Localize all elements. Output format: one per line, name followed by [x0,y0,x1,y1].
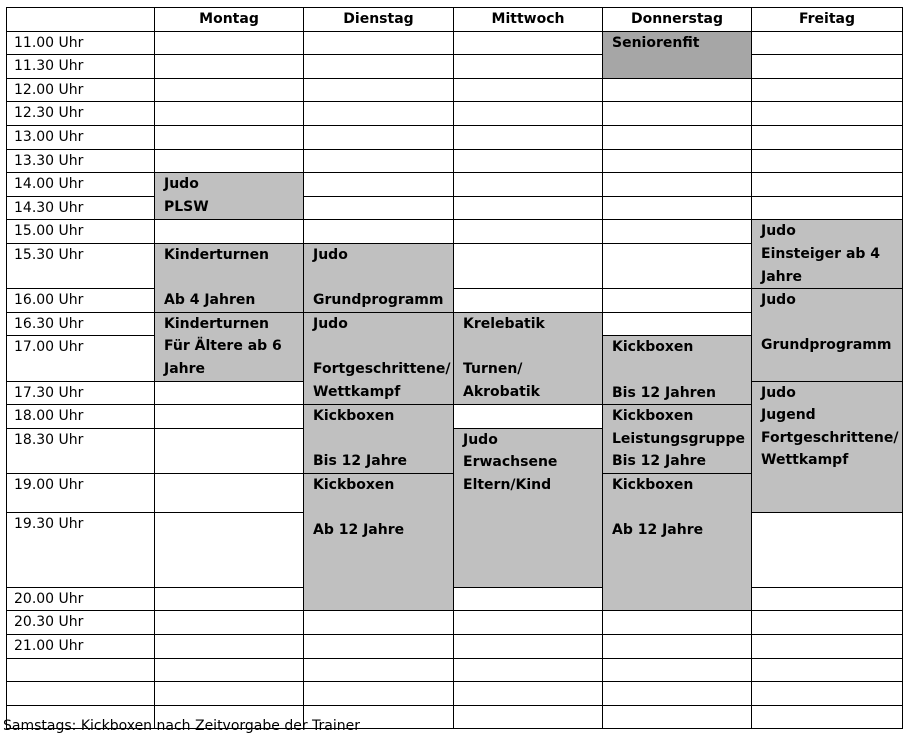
event-line: Jugend [761,407,816,424]
event-line [313,335,453,358]
empty-cell [7,682,155,706]
event-line: Seniorenfit [612,34,700,51]
time-label: 15.00 Uhr [7,220,155,244]
empty-cell [304,149,454,173]
time-label: 14.30 Uhr [7,196,155,220]
event-line: Eltern/Kind [463,476,552,493]
time-label: 12.30 Uhr [7,102,155,126]
event-line: Akrobatik [463,383,540,400]
event-line [612,359,751,382]
time-label: 20.00 Uhr [7,587,155,611]
empty-cell [603,102,752,126]
time-label: 21.00 Uhr [7,635,155,659]
time-row [7,125,903,149]
event-line: Judo [761,223,796,240]
event-line: Judo [463,431,498,448]
time-row [7,635,903,659]
time-label: 11.30 Uhr [7,55,155,79]
time-row [7,78,903,102]
event-line: Judo [313,315,348,332]
event-judo-grundprogramm-freitag [752,289,903,381]
event-line: Kinderturnen [164,315,270,332]
event-line: Kickboxen [313,476,395,493]
empty-cell [304,220,454,244]
empty-cell [454,635,603,659]
empty-cell [454,125,603,149]
event-kinderturnen-ab4 [155,243,304,312]
event-line: Grundprogramm [313,292,444,309]
empty-cell [454,243,603,288]
event-line: Leistungsgruppe [612,430,745,447]
event-line: Kickboxen [612,408,694,425]
time-label: 13.30 Uhr [7,149,155,173]
empty-cell [454,31,603,55]
event-kickboxen-leistungsgruppe [603,405,752,474]
empty-cell [752,149,903,173]
event-line: Judo [761,384,796,401]
empty-cell [304,611,454,635]
empty-cell [752,587,903,611]
empty-cell [155,635,304,659]
event-line [313,267,453,290]
empty-cell [155,658,304,682]
event-line: Für Ältere ab 6 Jahre [164,338,282,377]
event-judo-einsteiger [752,220,903,289]
event-line: Grundprogramm [761,337,892,354]
event-line: Erwachsene [463,454,558,471]
event-line: Einsteiger ab 4 Jahre [761,245,881,285]
event-line: Judo [761,292,796,309]
empty-cell [155,611,304,635]
event-line [313,496,453,519]
event-line [313,428,453,451]
day-header: Dienstag [304,8,454,32]
empty-cell [155,55,304,79]
event-kickboxen-ab12-dienstag [304,473,454,611]
empty-cell [752,31,903,55]
header-row [7,8,903,32]
empty-cell [752,125,903,149]
event-line: Fortgeschrittene/ [313,360,451,377]
empty-cell [752,173,903,197]
empty-cell [155,381,304,405]
empty-row [7,658,903,682]
empty-row [7,682,903,706]
empty-cell [603,149,752,173]
time-row [7,611,903,635]
time-label: 17.30 Uhr [7,381,155,405]
empty-cell [603,658,752,682]
event-judo-plsw [155,173,304,220]
empty-cell [454,196,603,220]
event-seniorenfit [603,31,752,78]
event-kinderturnen-ab6 [155,312,304,381]
empty-cell [603,243,752,288]
event-line: Judo [313,246,348,263]
time-label: 14.00 Uhr [7,173,155,197]
event-line: Ab 12 Jahre [612,522,704,539]
empty-cell [454,611,603,635]
event-line: Wettkampf [313,383,401,400]
time-row [7,55,903,79]
empty-cell [155,220,304,244]
event-line: Kinderturnen [164,246,270,263]
empty-cell [603,78,752,102]
event-line: PLSW [164,198,209,215]
empty-cell [752,55,903,79]
time-row [7,173,903,197]
time-label: 20.30 Uhr [7,611,155,635]
empty-cell [155,513,304,588]
weekly-schedule-table [6,7,903,729]
event-line: Judo [164,176,199,193]
event-line: Turnen/ [463,360,523,377]
empty-cell [454,220,603,244]
time-label: 18.00 Uhr [7,405,155,429]
empty-cell [603,611,752,635]
empty-cell [454,658,603,682]
time-row [7,149,903,173]
event-line: Kickboxen [313,408,395,425]
empty-cell [752,682,903,706]
event-line: Bis 12 Jahre [313,453,408,470]
day-header: Mittwoch [454,8,603,32]
time-label: 13.00 Uhr [7,125,155,149]
event-judo-erwachsene [454,428,603,587]
event-krelebatik [454,312,603,404]
empty-cell [752,196,903,220]
empty-cell [454,173,603,197]
empty-cell [603,125,752,149]
empty-cell [454,102,603,126]
event-line: Kickboxen [612,339,694,356]
empty-cell [454,682,603,706]
empty-cell [454,55,603,79]
time-row [7,196,903,220]
time-label: 12.00 Uhr [7,78,155,102]
event-line: Ab 4 Jahren [164,292,256,309]
time-label: 16.00 Uhr [7,289,155,313]
event-line [612,496,751,519]
empty-cell [155,31,304,55]
time-label: 17.00 Uhr [7,336,155,381]
empty-cell [454,405,603,429]
empty-cell [454,705,603,729]
time-row [7,102,903,126]
event-line [761,312,902,335]
event-line [463,335,602,358]
event-line [164,267,303,290]
empty-cell [752,705,903,729]
event-line: Wettkampf [761,452,849,469]
empty-cell [304,635,454,659]
empty-cell [155,102,304,126]
time-row [7,289,903,313]
empty-cell [603,635,752,659]
event-line: Bis 12 Jahren [612,384,717,401]
time-label: 15.30 Uhr [7,243,155,288]
time-row [7,220,903,244]
event-judo-jugend [752,381,903,513]
time-row [7,587,903,611]
empty-cell [304,196,454,220]
event-judo-fortgeschrittene [304,312,454,404]
empty-cell [603,312,752,336]
day-header: Donnerstag [603,8,752,32]
empty-cell [155,78,304,102]
time-label: 16.30 Uhr [7,312,155,336]
empty-cell [155,428,304,473]
empty-cell [454,289,603,313]
corner-cell [7,8,155,32]
time-row [7,31,903,55]
time-label: 19.00 Uhr [7,473,155,512]
day-header: Freitag [752,8,903,32]
empty-cell [752,611,903,635]
event-line: Krelebatik [463,315,545,332]
empty-cell [603,196,752,220]
empty-cell [752,102,903,126]
empty-cell [304,78,454,102]
empty-cell [454,587,603,611]
empty-cell [7,658,155,682]
empty-cell [304,173,454,197]
time-label: 11.00 Uhr [7,31,155,55]
empty-cell [603,705,752,729]
empty-cell [603,682,752,706]
time-label: 19.30 Uhr [7,513,155,588]
event-line: Ab 12 Jahre [313,522,405,539]
event-line: Fortgeschrittene/ [761,429,899,446]
event-judo-grundprogramm [304,243,454,312]
day-header: Montag [155,8,304,32]
empty-cell [454,78,603,102]
empty-cell [603,289,752,313]
empty-cell [304,55,454,79]
empty-cell [304,658,454,682]
empty-cell [603,220,752,244]
event-line: Kickboxen [612,476,694,493]
empty-cell [752,658,903,682]
event-kickboxen-ab12-donnerstag [603,473,752,611]
empty-cell [603,173,752,197]
empty-cell [155,149,304,173]
empty-cell [752,78,903,102]
empty-cell [304,682,454,706]
event-kickboxen-bis12-donnerstag [603,336,752,405]
event-kickboxen-bis12-dienstag [304,405,454,474]
footer-note: Samstags: Kickboxen nach Zeitvorgabe der Trainer [3,718,360,734]
empty-cell [304,102,454,126]
empty-cell [304,31,454,55]
empty-cell [155,125,304,149]
empty-cell [155,682,304,706]
event-line: Bis 12 Jahre [612,453,707,470]
empty-cell [752,635,903,659]
empty-cell [304,125,454,149]
empty-cell [155,405,304,429]
empty-cell [155,473,304,512]
empty-cell [155,587,304,611]
empty-cell [454,149,603,173]
time-label: 18.30 Uhr [7,428,155,473]
